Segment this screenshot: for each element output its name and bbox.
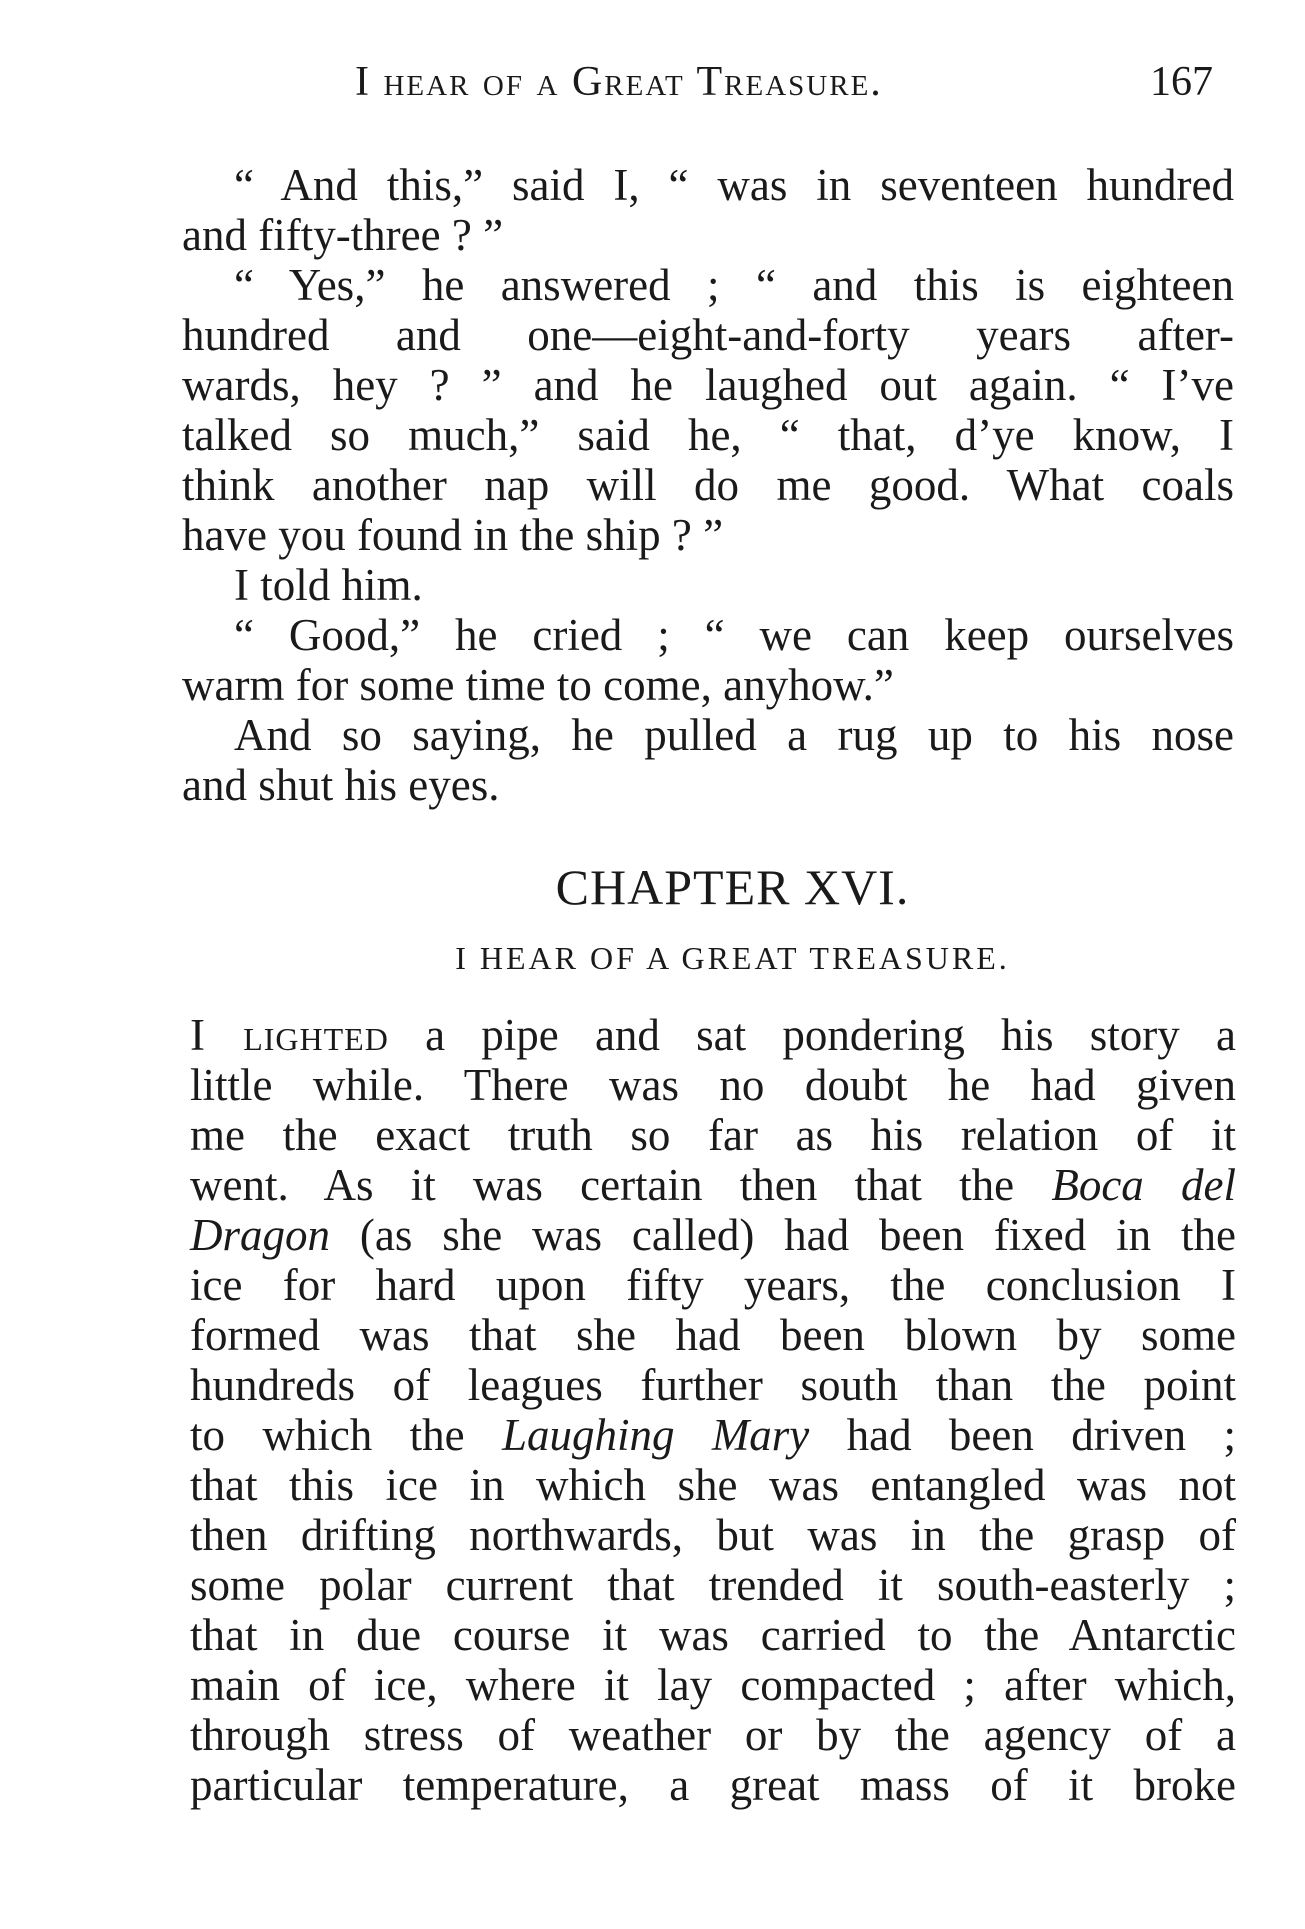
text-line: then drifting northwards, but was in the grasp of xyxy=(190,1510,1236,1560)
page-number: 167 xyxy=(1150,59,1213,105)
text-line: “ Yes,” he answered ; “ and this is eighteen xyxy=(234,260,1234,310)
text-run: a pipe and sat pondering his story a xyxy=(388,1010,1236,1060)
ship-name: Laughing Mary xyxy=(501,1410,810,1460)
text-line: particular temperature, a great mass of it broke xyxy=(190,1760,1236,1810)
text-line: me the exact truth so far as his relation of it xyxy=(190,1110,1236,1160)
text-line: little while. There was no doubt he had given xyxy=(190,1060,1236,1110)
text-line: through stress of weather or by the agency of a xyxy=(190,1710,1236,1760)
text-line: hundred and one—eight-and-forty years after- xyxy=(182,310,1234,360)
text-line: warm for some time to come, anyhow.” xyxy=(182,660,894,710)
text-line: hundreds of leagues further south than the point xyxy=(190,1360,1236,1410)
text-line: ice for hard upon fifty years, the conclusion I xyxy=(190,1260,1236,1310)
text-line: “ And this,” said I, “ was in seventeen hundred xyxy=(234,160,1234,210)
text-run: (as she was called) had been fixed in the xyxy=(330,1210,1236,1260)
chapter-subtitle: I HEAR OF A GREAT TREASURE. xyxy=(455,940,1010,976)
text-line: I told him. xyxy=(234,560,423,610)
text-line xyxy=(190,1160,1236,1210)
text-line xyxy=(190,1010,1236,1060)
text-line xyxy=(190,1210,1236,1260)
text-line: and fifty-three ? ” xyxy=(182,210,504,260)
text-line: formed was that she had been blown by some xyxy=(190,1310,1236,1360)
text-line: that in due course it was carried to the Antarctic xyxy=(190,1610,1236,1660)
ship-name: Boca del xyxy=(1051,1160,1237,1210)
text-run: to which the xyxy=(190,1410,502,1460)
text-run: had been driven ; xyxy=(809,1410,1237,1460)
text-line: think another nap will do me good. What coals xyxy=(182,460,1234,510)
ship-name: Dragon xyxy=(190,1210,331,1260)
opening-word: I lighted xyxy=(190,1010,389,1060)
chapter-body xyxy=(190,1010,1236,1810)
chapter-title: CHAPTER XVI. xyxy=(555,859,910,915)
text-line: “ Good,” he cried ; “ we can keep ourselves xyxy=(234,610,1234,660)
text-line: that this ice in which she was entangled was not xyxy=(190,1460,1236,1510)
text-line: talked so much,” said he, “ that, d’ye know, I xyxy=(182,410,1234,460)
text-line: And so saying, he pulled a rug up to his nose xyxy=(234,710,1234,760)
text-run: went. As it was certain then that the xyxy=(190,1160,1052,1210)
text-line: and shut his eyes. xyxy=(182,760,500,810)
text-line: some polar current that trended it south-easterly ; xyxy=(190,1560,1236,1610)
text-line: main of ice, where it lay compacted ; after which, xyxy=(190,1660,1236,1710)
text-line: wards, hey ? ” and he laughed out again. “ I’ve xyxy=(182,360,1234,410)
dialogue-section xyxy=(182,160,1234,810)
running-head: I hear of a Great Treasure. xyxy=(355,59,883,105)
text-line xyxy=(190,1410,1236,1460)
text-line: have you found in the ship ? ” xyxy=(182,510,724,560)
